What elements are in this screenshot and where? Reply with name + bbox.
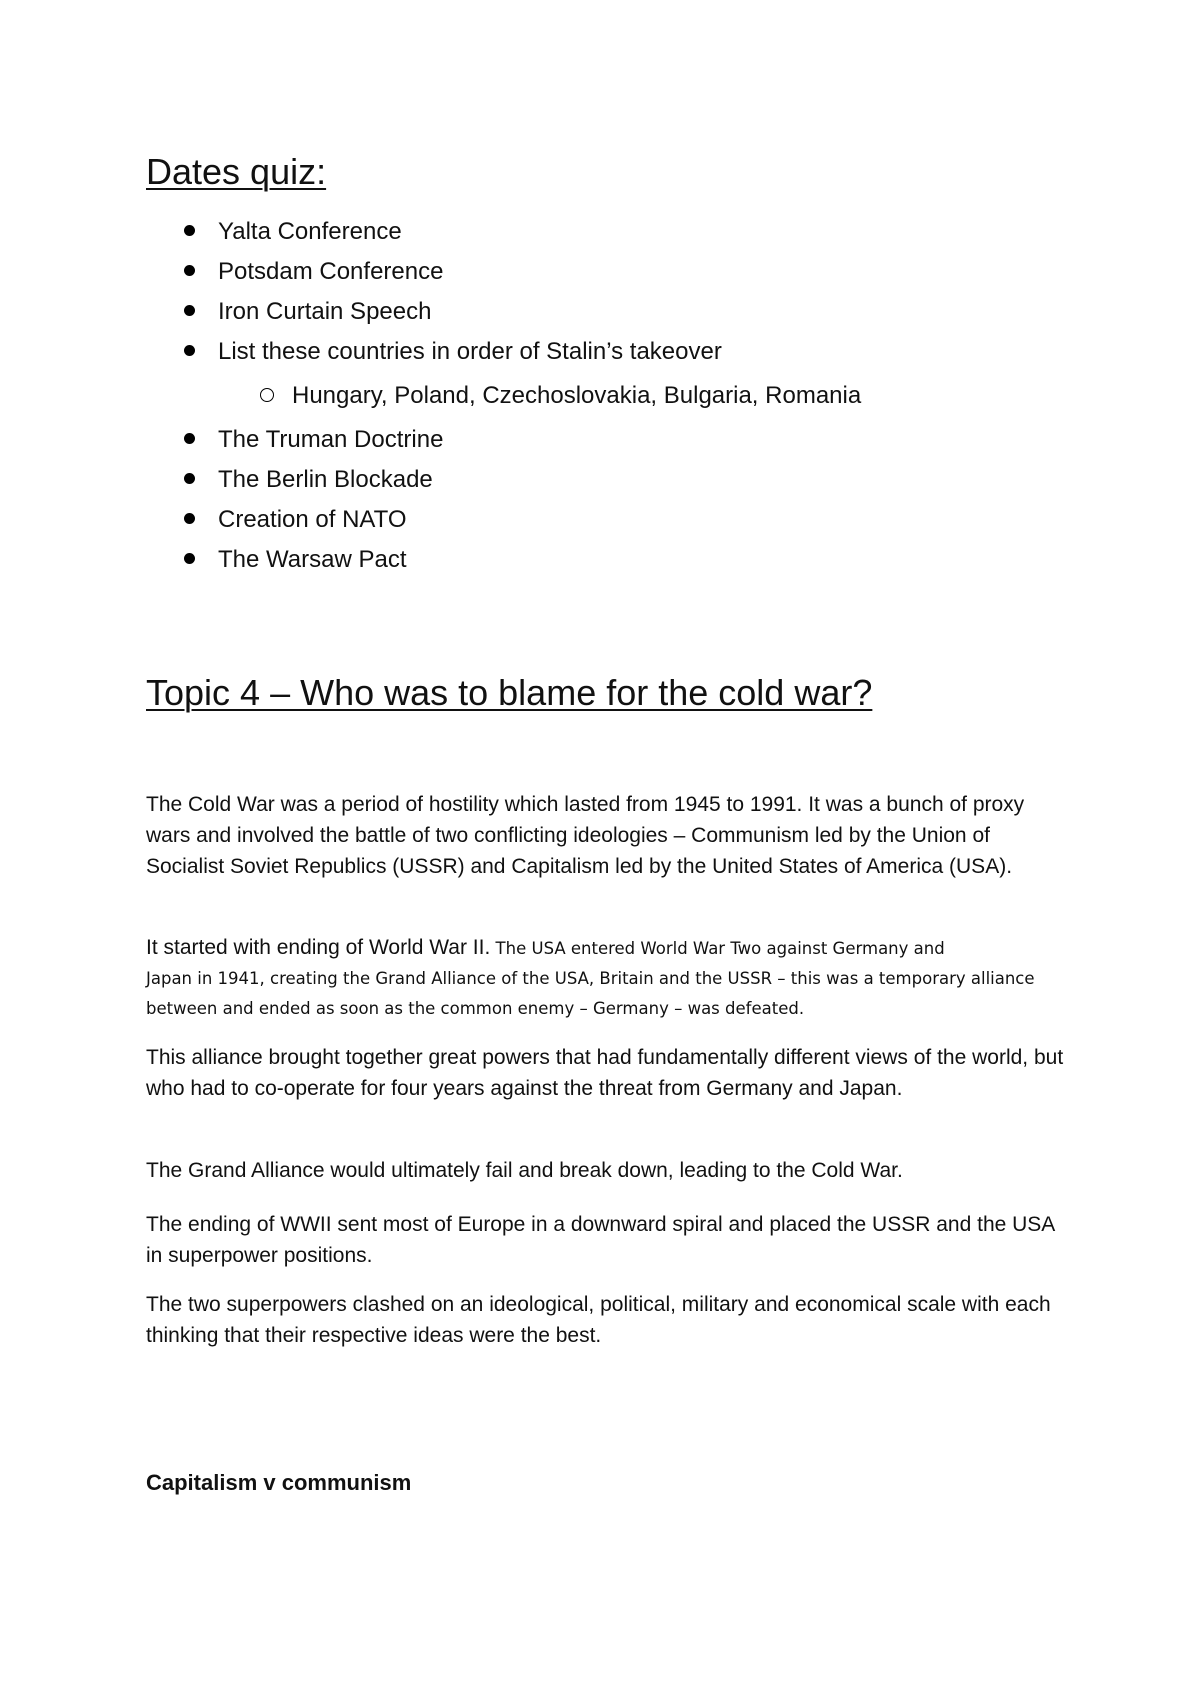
list-item-text: Iron Curtain Speech [218,298,432,325]
bullet-icon [184,553,195,564]
paragraph-origins-continued: Japan in 1941, creating the Grand Alliance of the USA, Britain and the USSR – this was a temporary alliance between and ended as soon as the common enemy – Germany – was defeated. [146,969,1035,1018]
bullet-icon [184,433,195,444]
paragraph-clash: The two superpowers clashed on an ideological, political, military and economical scale with each thinking that their respective ideas were the best. [146,1293,1051,1347]
hollow-bullet-icon [260,388,274,402]
list-item-text: The Truman Doctrine [218,426,444,453]
paragraph-breakdown: The Grand Alliance would ultimately fail and break down, leading to the Cold War. [146,1159,903,1182]
list-item [146,504,1046,544]
bullet-icon [184,225,195,236]
list-item-text: Yalta Conference [218,218,402,245]
bullet-icon [184,305,195,316]
bullet-icon [184,265,195,276]
paragraph-superpowers: The ending of WWII sent most of Europe in a downward spiral and placed the USSR and the USA in superpower positions. [146,1213,1055,1267]
bullet-icon [184,473,195,484]
paragraph-alliance: This alliance brought together great powers that had fundamentally different views of the world, but who had to co-operate for four years against the threat from Germany and Japan. [146,1046,1064,1100]
sub-list-item [146,380,1046,424]
topic-heading: Topic 4 – Who was to blame for the cold war? [146,672,873,713]
list-item-text: Creation of NATO [218,506,407,533]
list-item [146,256,1046,296]
sub-list-item-text: Hungary, Poland, Czechoslovakia, Bulgaria, Romania [292,382,862,409]
capitalism-communism-subheading: Capitalism v communism [146,1470,412,1495]
bullet-icon [184,345,195,356]
list-item [146,464,1046,504]
bullet-icon [184,513,195,524]
paragraph-origins-rest: The USA entered World War Two against Germany and [490,939,945,958]
paragraph-origins-lead: It started with ending of World War II. [146,936,491,959]
list-item [146,216,1046,256]
list-item-text: Potsdam Conference [218,258,444,285]
paragraph-origins [146,932,1068,1024]
list-item-text: List these countries in order of Stalin’s takeover [218,338,722,365]
list-item [146,424,1046,464]
paragraph-intro: The Cold War was a period of hostility which lasted from 1945 to 1991. It was a bunch of proxy wars and involved the battle of two conflicting ideologies – Communism led by the Union of Socialist Soviet Republics (USSR) and Capitalism led by the United States of America (USA). [146,793,1025,878]
dates-quiz-heading: Dates quiz: [146,151,327,192]
list-item [146,296,1046,336]
dates-quiz-list [146,216,1046,584]
list-item-text: The Warsaw Pact [218,546,407,573]
list-item [146,336,1046,380]
list-item-text: The Berlin Blockade [218,466,433,493]
list-item [146,544,1046,584]
